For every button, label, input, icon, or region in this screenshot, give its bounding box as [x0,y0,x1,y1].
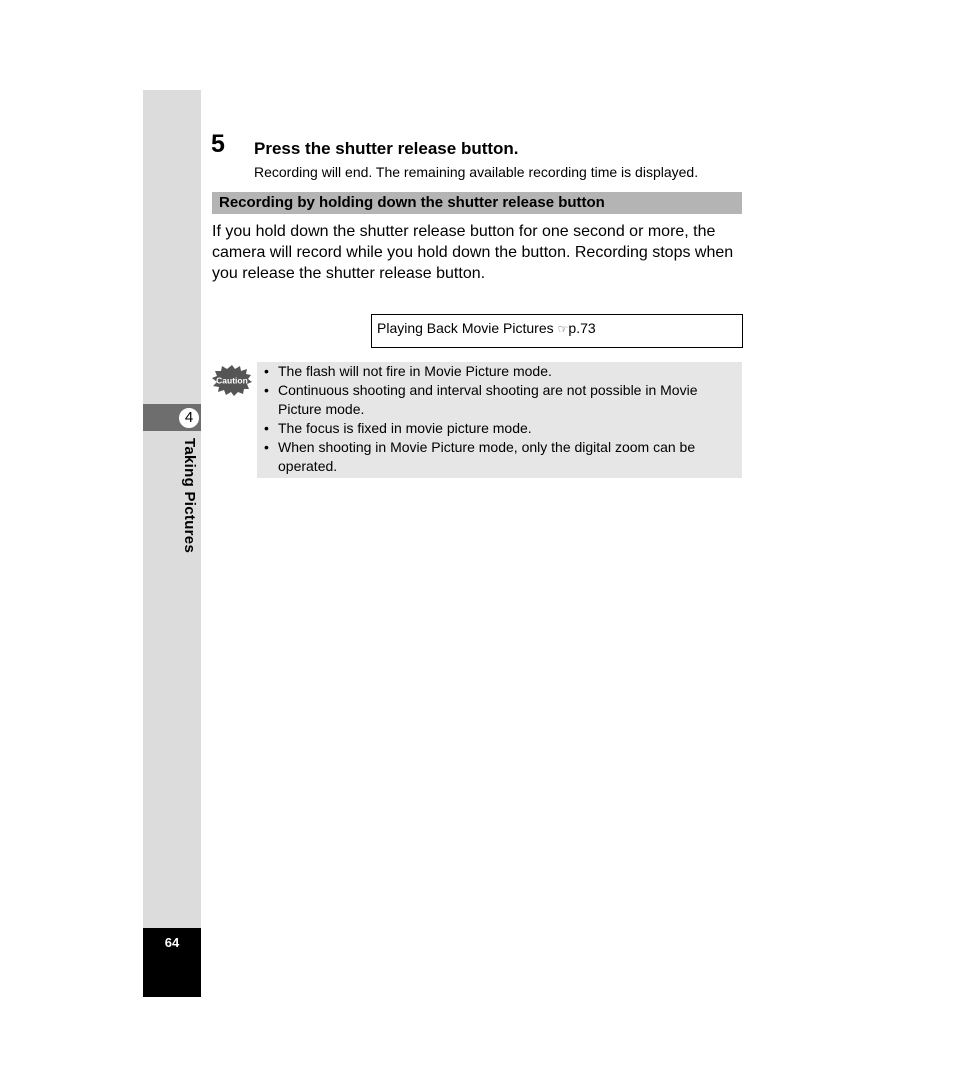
step-number: 5 [211,130,225,158]
section-title: Recording by holding down the shutter release button [219,194,605,211]
reference-page: p.73 [568,320,596,336]
caution-item: • Continuous shooting and interval shooting are not possible in Movie Picture mode. [264,381,734,419]
pointing-hand-icon: ☞ [557,322,569,336]
caution-item: • When shooting in Movie Picture mode, only the digital zoom can be operated. [264,438,734,476]
caution-item: • The focus is fixed in movie picture mode. [264,419,734,438]
reference-link[interactable] [377,320,596,336]
caution-list [264,362,734,476]
chapter-number-badge: 4 [177,406,201,430]
caution-label: Caution [216,375,248,386]
section-body: If you hold down the shutter release button for one second or more, the camera will record while you hold down the button. Recording stops when you release the shutter release button. [212,223,734,282]
step-title: Press the shutter release button. [254,139,519,158]
page-number: 64 [164,935,180,950]
chapter-title: Taking Pictures [181,438,198,554]
caution-icon [212,364,252,396]
reference-text: Playing Back Movie Pictures [377,320,554,336]
step-description: Recording will end. The remaining available recording time is displayed. [254,164,699,180]
caution-item: • The flash will not fire in Movie Picture mode. [264,362,734,381]
